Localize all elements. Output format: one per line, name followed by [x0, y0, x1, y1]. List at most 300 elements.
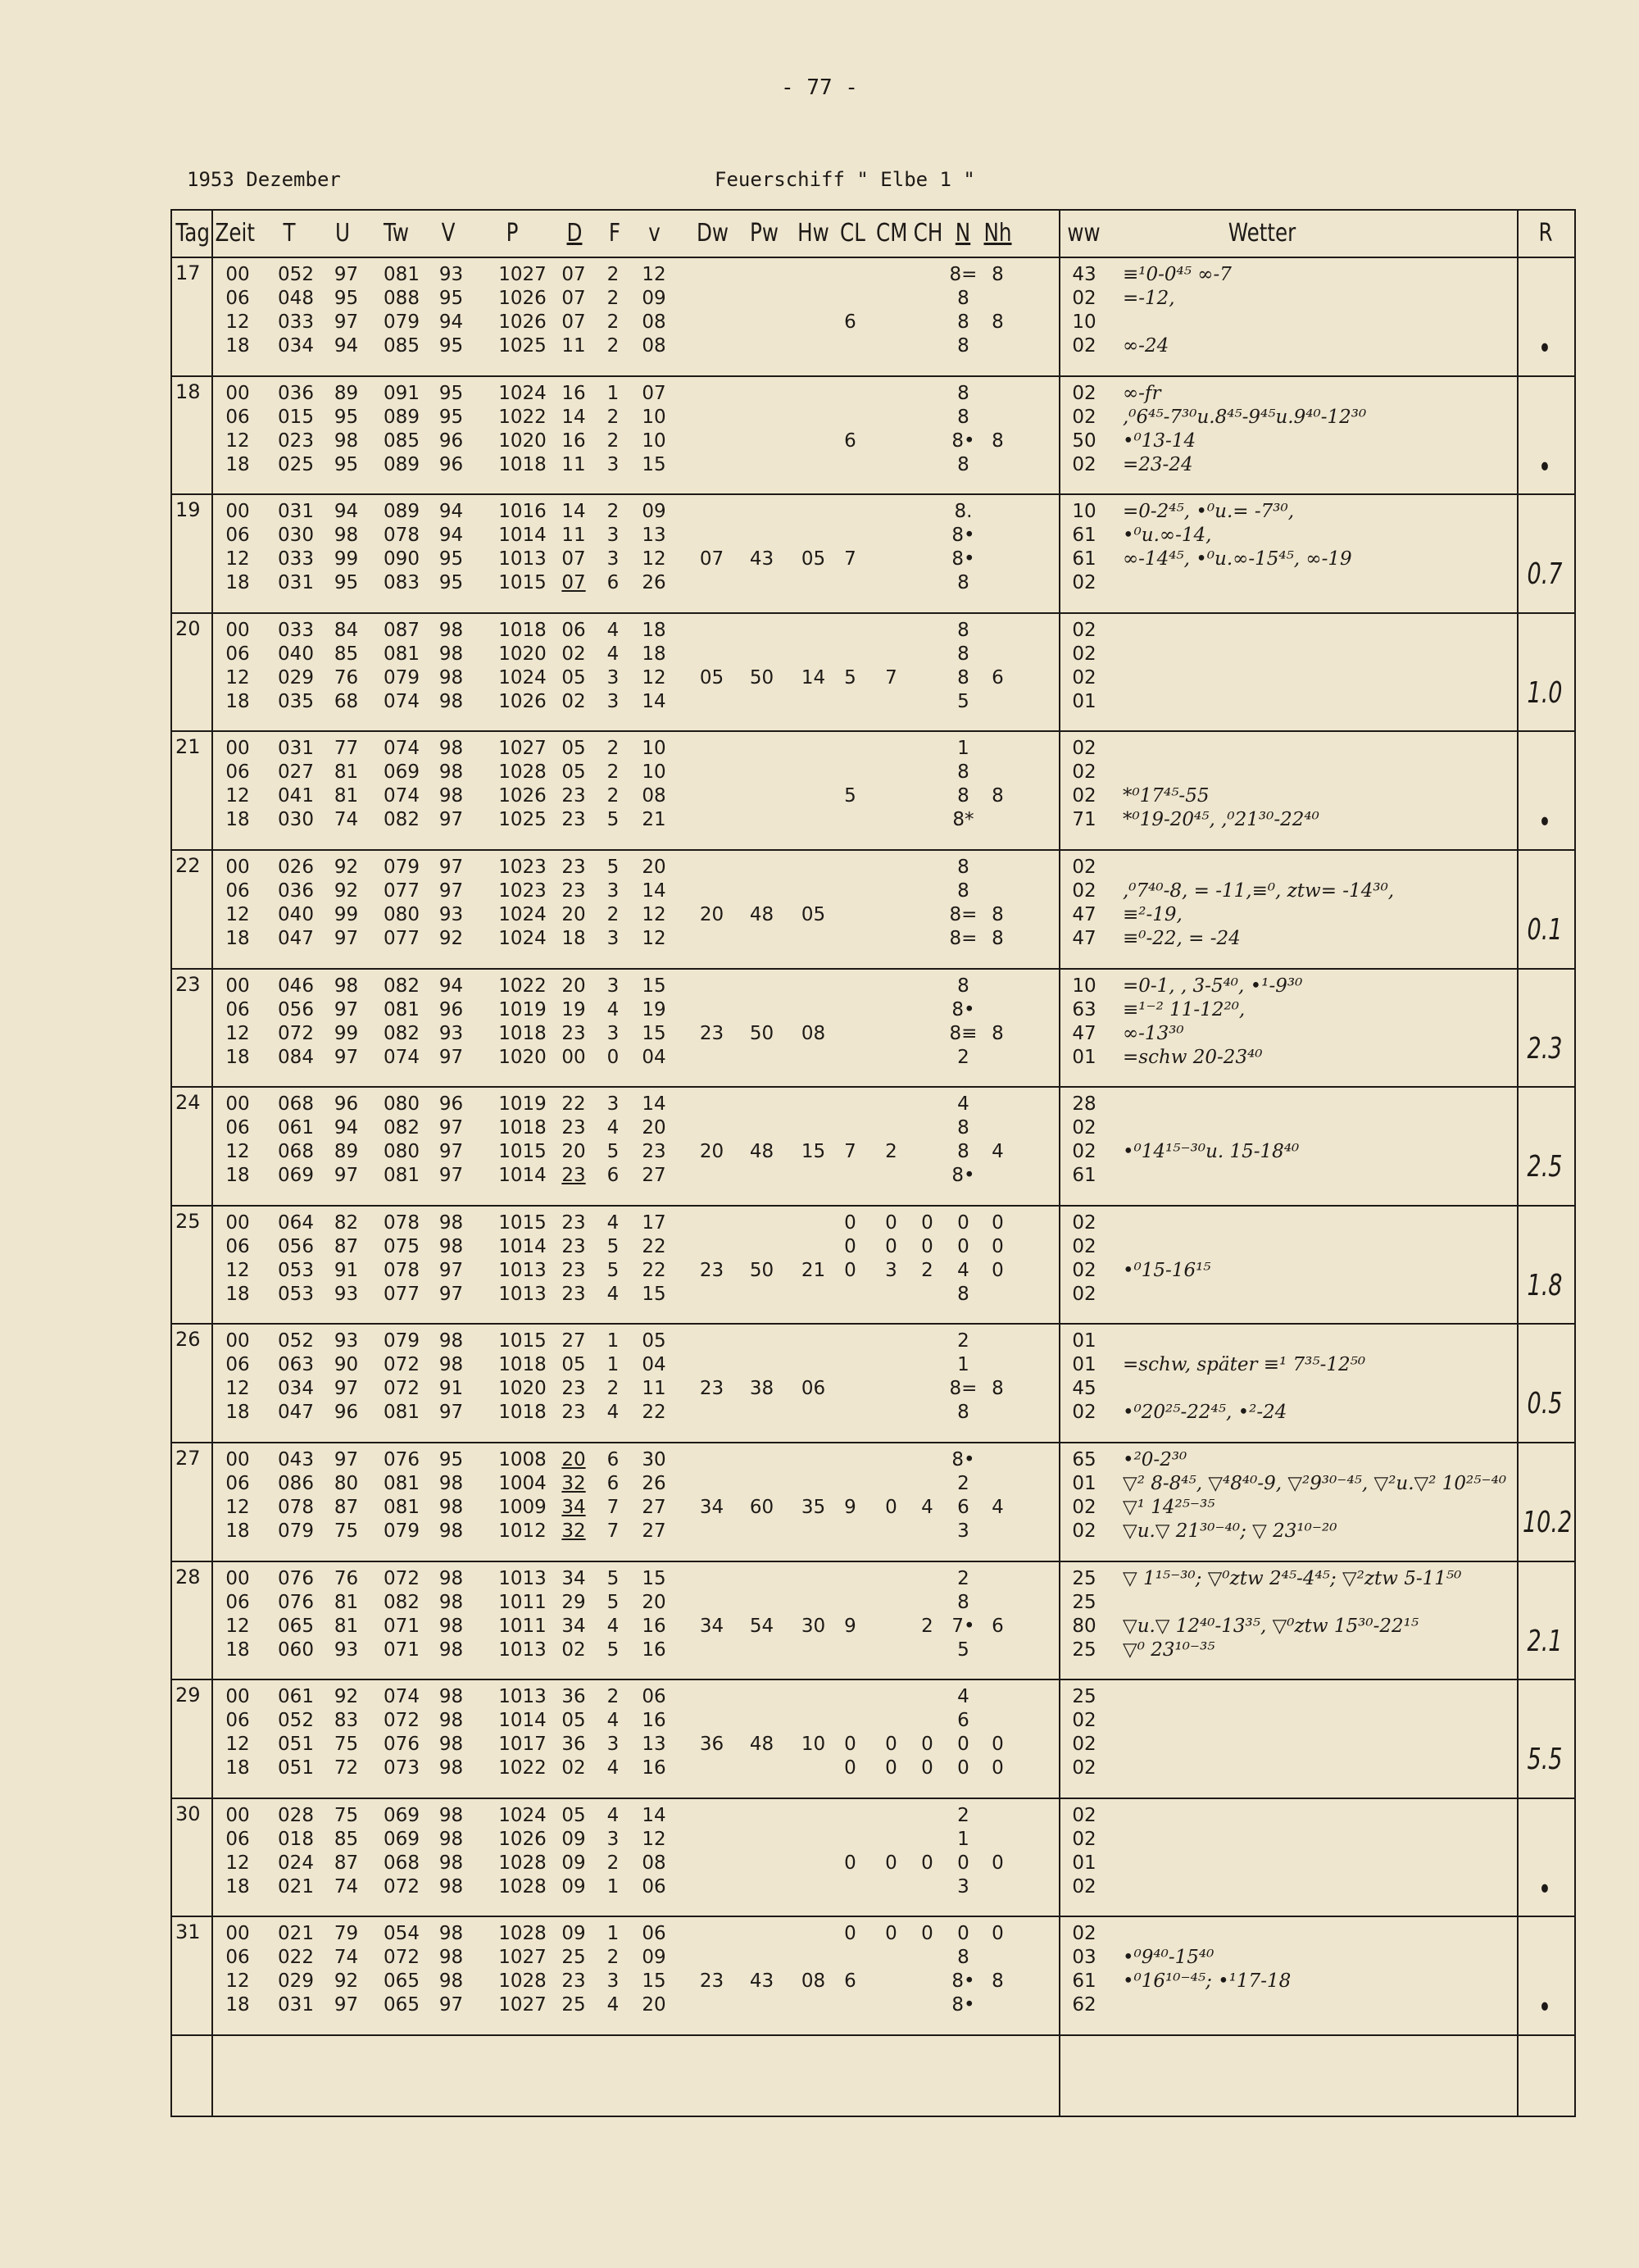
- table-cell: 072: [384, 1875, 420, 1898]
- wetter-note: ▽² 8-8⁴⁵, ▽⁴8⁴⁰-9, ▽²9³⁰⁻⁴⁵, ▽²u.▽² 10²⁵⁻⁴⁰: [1123, 1473, 1507, 1494]
- table-cell: 18: [225, 335, 250, 357]
- table-cell: 00: [225, 501, 250, 523]
- table-cell: 06: [225, 998, 250, 1020]
- table-cell: 081: [384, 264, 420, 285]
- table-cell: 1013: [498, 548, 547, 570]
- table-cell: 8•: [951, 1449, 975, 1470]
- table-cell: 1012: [498, 1520, 547, 1542]
- table-cell: 8: [957, 311, 969, 333]
- table-cell: 14: [801, 666, 826, 689]
- table-cell: 4: [606, 1994, 620, 2016]
- table-cell: 18: [225, 1520, 250, 1542]
- table-cell: 94: [438, 525, 464, 547]
- table-cell: 8: [957, 975, 969, 997]
- table-cell: 61: [1072, 548, 1096, 570]
- table-cell: 26: [642, 1473, 666, 1494]
- wetter-note: ▽u.▽ 21³⁰⁻⁴⁰; ▽ 23¹⁰⁻²⁰: [1123, 1520, 1337, 1542]
- table-cell: 48: [749, 1734, 774, 1756]
- table-cell: 8: [957, 643, 969, 665]
- table-cell: 080: [384, 1141, 420, 1163]
- table-cell: 1017: [498, 1734, 547, 1756]
- table-cell: 35: [801, 1497, 826, 1518]
- table-cell: 015: [278, 406, 314, 428]
- table-cell: 8•: [951, 430, 975, 452]
- table-cell: 080: [384, 904, 420, 925]
- table-cell: 0: [844, 1923, 856, 1945]
- table-cell: 97: [438, 1402, 464, 1424]
- table-cell: 02: [1072, 857, 1096, 878]
- table-cell: 6: [844, 1970, 856, 1993]
- table-cell: 96: [438, 998, 464, 1020]
- table-cell: 8: [957, 453, 969, 475]
- table-cell: 18: [225, 1757, 250, 1779]
- table-cell: 02: [1072, 666, 1096, 689]
- table-cell: 021: [278, 1875, 314, 1898]
- table-cell: 033: [278, 311, 314, 333]
- table-cell: 1: [606, 1330, 620, 1352]
- table-cell: 95: [438, 1449, 464, 1470]
- table-cell: 031: [278, 1994, 314, 2016]
- table-cell: 14: [642, 690, 666, 712]
- col-head-p: P: [506, 219, 519, 248]
- table-cell: 091: [384, 382, 420, 404]
- table-cell: 8•: [951, 1994, 975, 2016]
- col-head-zeit: Zeit: [215, 219, 255, 248]
- table-cell: 1018: [498, 1022, 547, 1044]
- table-cell: 98: [438, 690, 464, 712]
- wetter-note: •⁰13-14: [1123, 430, 1196, 452]
- table-cell: 12: [225, 1970, 250, 1993]
- table-cell: 18: [225, 928, 250, 949]
- table-cell: 034: [278, 1378, 314, 1400]
- table-cell: 1016: [498, 501, 547, 523]
- table-cell: 8: [957, 761, 969, 784]
- table-cell: 9: [844, 1615, 856, 1637]
- table-cell: 8: [957, 619, 969, 641]
- table-cell: 5: [606, 1591, 620, 1613]
- wetter-note: =schw, später ≡¹ 7³⁵-12⁵⁰: [1123, 1354, 1366, 1376]
- table-cell: 12: [225, 1497, 250, 1518]
- table-cell: 89: [334, 382, 359, 404]
- table-cell: 5: [957, 690, 969, 712]
- table-cell: 3: [606, 453, 620, 475]
- table-cell: 61: [1072, 1970, 1096, 1993]
- table-cell: 83: [334, 1710, 359, 1732]
- table-cell: 1025: [498, 809, 547, 831]
- wetter-note: ,⁰7⁴⁰-8, = -11,≡⁰, ztw= -14³⁰,: [1123, 880, 1395, 902]
- table-cell: 1026: [498, 690, 547, 712]
- table-cell: 1: [957, 738, 969, 760]
- table-cell: 15: [642, 1022, 666, 1044]
- table-cell: 071: [384, 1639, 420, 1661]
- day-block: [172, 493, 1574, 611]
- table-cell: 18: [225, 572, 250, 594]
- precipitation-total: 0.7: [1527, 557, 1563, 592]
- table-cell: 052: [278, 1710, 314, 1732]
- table-cell: 43: [1072, 264, 1096, 285]
- table-cell: 1028: [498, 1875, 547, 1898]
- table-cell: 2: [606, 264, 620, 285]
- table-cell: 10: [642, 761, 666, 784]
- day-number: 19: [175, 498, 201, 522]
- table-cell: 4: [606, 1117, 620, 1139]
- table-cell: 090: [384, 548, 420, 570]
- table-cell: 072: [384, 1710, 420, 1732]
- table-cell: 97: [438, 1165, 464, 1187]
- table-cell: 47: [1072, 904, 1096, 925]
- table-cell: 08: [642, 311, 666, 333]
- table-cell: 8=: [949, 928, 978, 949]
- table-cell: 96: [334, 1402, 359, 1424]
- table-cell: 18: [225, 1402, 250, 1424]
- table-cell: 11: [561, 335, 586, 357]
- table-cell: 12: [225, 430, 250, 452]
- table-cell: 99: [334, 548, 359, 570]
- table-cell: 078: [384, 1259, 420, 1281]
- table-cell: 12: [225, 311, 250, 333]
- table-cell: 98: [438, 1734, 464, 1756]
- table-cell: 1024: [498, 904, 547, 925]
- table-cell: 10: [801, 1734, 826, 1756]
- table-cell: 041: [278, 785, 314, 807]
- table-cell: 1011: [498, 1615, 547, 1637]
- table-cell: 8•: [951, 998, 975, 1020]
- table-cell: 29: [561, 1591, 586, 1613]
- table-cell: 10: [1072, 311, 1096, 333]
- table-cell: 1013: [498, 1686, 547, 1708]
- table-cell: 02: [1072, 1757, 1096, 1779]
- table-cell: 0: [921, 1211, 933, 1234]
- col-head-cm: CM: [876, 219, 908, 248]
- table-cell: 14: [561, 501, 586, 523]
- table-cell: 8.: [954, 501, 973, 523]
- table-cell: 12: [225, 548, 250, 570]
- day-number: 31: [175, 1920, 201, 1944]
- table-cell: 074: [384, 690, 420, 712]
- wetter-note: =0-2⁴⁵, •⁰u.= -7³⁰,: [1123, 501, 1295, 523]
- table-cell: 23: [699, 1259, 724, 1281]
- table-cell: 02: [1072, 1923, 1096, 1945]
- table-cell: 069: [278, 1165, 314, 1187]
- table-cell: 06: [225, 525, 250, 547]
- table-cell: 076: [384, 1449, 420, 1470]
- table-cell: 2: [957, 1330, 969, 1352]
- table-cell: 12: [225, 1734, 250, 1756]
- table-cell: 94: [334, 501, 359, 523]
- table-cell: 0: [957, 1852, 969, 1874]
- table-cell: 02: [1072, 453, 1096, 475]
- table-cell: 12: [642, 928, 666, 949]
- table-cell: 053: [278, 1283, 314, 1305]
- table-cell: 75: [334, 1520, 359, 1542]
- table-cell: 36: [699, 1734, 724, 1756]
- table-cell: 8: [957, 880, 969, 902]
- table-cell: 2: [606, 1378, 620, 1400]
- table-cell: 63: [1072, 998, 1096, 1020]
- table-cell: 75: [334, 1804, 359, 1826]
- table-cell: 022: [278, 1947, 314, 1969]
- table-cell: 3: [606, 666, 620, 689]
- day-number: 18: [175, 380, 201, 403]
- table-cell: 8: [957, 335, 969, 357]
- table-cell: 1024: [498, 666, 547, 689]
- wetter-note: =0-1, , 3-5⁴⁰, •¹-9³⁰: [1123, 975, 1303, 997]
- table-cell: 80: [1072, 1615, 1096, 1637]
- table-cell: 053: [278, 1259, 314, 1281]
- table-cell: 5: [606, 1141, 620, 1163]
- table-cell: 3: [606, 1828, 620, 1850]
- table-cell: 5: [606, 1259, 620, 1281]
- table-cell: 074: [384, 1046, 420, 1068]
- table-cell: 076: [384, 1734, 420, 1756]
- table-cell: 4: [606, 1804, 620, 1826]
- table-cell: 95: [334, 288, 359, 309]
- table-cell: 06: [561, 619, 586, 641]
- table-cell: 50: [749, 666, 774, 689]
- table-cell: 98: [438, 1473, 464, 1494]
- table-cell: 97: [438, 1994, 464, 2016]
- table-cell: 11: [561, 525, 586, 547]
- table-cell: 98: [438, 1947, 464, 1969]
- table-cell: 1023: [498, 857, 547, 878]
- table-cell: 98: [438, 1923, 464, 1945]
- table-cell: 02: [561, 1639, 586, 1661]
- table-cell: 98: [438, 785, 464, 807]
- table-cell: 2: [606, 406, 620, 428]
- table-cell: 02: [1072, 1259, 1096, 1281]
- table-cell: 22: [561, 1093, 586, 1116]
- table-cell: 20: [699, 904, 724, 925]
- table-cell: 98: [334, 525, 359, 547]
- table-cell: 84: [334, 619, 359, 641]
- table-cell: 1011: [498, 1591, 547, 1613]
- table-cell: 047: [278, 928, 314, 949]
- day-block: [172, 1205, 1574, 1323]
- table-cell: 17: [642, 1211, 666, 1234]
- table-cell: 8: [992, 1378, 1004, 1400]
- table-cell: 081: [384, 1473, 420, 1494]
- table-cell: 033: [278, 619, 314, 641]
- table-cell: 8: [992, 1970, 1004, 1993]
- table-cell: 01: [1072, 1330, 1096, 1352]
- table-cell: 1013: [498, 1639, 547, 1661]
- table-cell: 96: [334, 1093, 359, 1116]
- table-cell: 4: [606, 1211, 620, 1234]
- table-cell: 77: [334, 738, 359, 760]
- table-cell: 97: [438, 1283, 464, 1305]
- table-cell: 62: [1072, 1994, 1096, 2016]
- precipitation-total: 10.2: [1523, 1506, 1573, 1539]
- table-cell: 02: [1072, 572, 1096, 594]
- table-cell: 031: [278, 738, 314, 760]
- table-cell: 92: [334, 880, 359, 902]
- wetter-note: •⁰20²⁵-22⁴⁵, •²-24: [1123, 1402, 1287, 1424]
- table-cell: 2: [957, 1567, 969, 1589]
- table-cell: 94: [438, 501, 464, 523]
- table-cell: 02: [1072, 1497, 1096, 1518]
- table-cell: 065: [278, 1615, 314, 1637]
- table-cell: 2: [606, 785, 620, 807]
- table-cell: 82: [334, 1211, 359, 1234]
- table-cell: 02: [1072, 761, 1096, 784]
- table-cell: 23: [561, 1211, 586, 1234]
- table-cell: 48: [749, 1141, 774, 1163]
- table-cell: 0: [844, 1852, 856, 1874]
- table-cell: 6: [844, 430, 856, 452]
- table-cell: 4: [606, 1283, 620, 1305]
- table-cell: 98: [438, 1875, 464, 1898]
- table-cell: 00: [225, 1211, 250, 1234]
- table-cell: 1014: [498, 1165, 547, 1187]
- table-cell: 08: [642, 1852, 666, 1874]
- col-head-pw: Pw: [750, 219, 779, 248]
- table-cell: 1024: [498, 382, 547, 404]
- table-cell: 027: [278, 761, 314, 784]
- table-cell: 1018: [498, 1117, 547, 1139]
- table-cell: 086: [278, 1473, 314, 1494]
- table-cell: 0: [957, 1923, 969, 1945]
- table-cell: 4: [606, 1757, 620, 1779]
- table-cell: 68: [334, 690, 359, 712]
- table-cell: 052: [278, 1330, 314, 1352]
- table-cell: 089: [384, 406, 420, 428]
- table-cell: 1: [606, 382, 620, 404]
- table-cell: 91: [438, 1378, 464, 1400]
- table-cell: 0: [992, 1923, 1004, 1945]
- table-cell: 081: [384, 998, 420, 1020]
- table-cell: 8=: [949, 904, 978, 925]
- table-cell: 97: [438, 857, 464, 878]
- table-cell: 1020: [498, 1046, 547, 1068]
- table-cell: 08: [801, 1022, 826, 1044]
- table-cell: 1022: [498, 975, 547, 997]
- table-cell: 0: [957, 1211, 969, 1234]
- table-cell: 18: [561, 928, 586, 949]
- table-cell: 8: [957, 1402, 969, 1424]
- table-cell: 078: [384, 525, 420, 547]
- table-cell: 54: [749, 1615, 774, 1637]
- table-cell: 34: [699, 1497, 724, 1518]
- table-cell: 0: [992, 1211, 1004, 1234]
- table-cell: 10: [1072, 975, 1096, 997]
- wetter-note: ∞-fr: [1123, 382, 1161, 404]
- table-cell: 4: [957, 1259, 969, 1281]
- table-cell: 98: [438, 1330, 464, 1352]
- table-cell: 02: [1072, 406, 1096, 428]
- table-cell: 02: [1072, 335, 1096, 357]
- table-cell: 15: [642, 975, 666, 997]
- table-cell: 48: [749, 904, 774, 925]
- table-cell: 92: [334, 857, 359, 878]
- table-cell: 0: [885, 1923, 897, 1945]
- table-cell: 99: [334, 904, 359, 925]
- table-cell: 81: [334, 1615, 359, 1637]
- table-cell: 00: [225, 738, 250, 760]
- table-cell: 1026: [498, 288, 547, 309]
- table-cell: 0: [992, 1734, 1004, 1756]
- table-cell: 043: [278, 1449, 314, 1470]
- table-cell: 16: [561, 430, 586, 452]
- day-number: 21: [175, 735, 201, 759]
- table-cell: 1018: [498, 619, 547, 641]
- table-cell: 08: [642, 335, 666, 357]
- table-cell: 031: [278, 572, 314, 594]
- table-cell: 029: [278, 1970, 314, 1993]
- table-cell: 8: [992, 264, 1004, 285]
- table-cell: 30: [801, 1615, 826, 1637]
- table-cell: 075: [384, 1235, 420, 1257]
- table-cell: 99: [334, 1022, 359, 1044]
- table-cell: 23: [561, 809, 586, 831]
- table-cell: 082: [384, 1022, 420, 1044]
- table-cell: 076: [278, 1591, 314, 1613]
- table-cell: 3: [606, 1970, 620, 1993]
- wetter-note: ≡¹⁻² 11-12²⁰,: [1123, 998, 1246, 1020]
- table-cell: 035: [278, 690, 314, 712]
- table-cell: 18: [642, 643, 666, 665]
- table-cell: 6: [606, 572, 620, 594]
- table-cell: 20: [642, 1591, 666, 1613]
- table-cell: 073: [384, 1757, 420, 1779]
- table-cell: 025: [278, 453, 314, 475]
- table-cell: 06: [225, 1117, 250, 1139]
- table-cell: 065: [384, 1994, 420, 2016]
- table-cell: 50: [749, 1022, 774, 1044]
- table-cell: 06: [225, 1235, 250, 1257]
- table-cell: 87: [334, 1852, 359, 1874]
- table-cell: 5: [606, 1639, 620, 1661]
- table-cell: 34: [561, 1615, 586, 1637]
- table-cell: 02: [1072, 785, 1096, 807]
- table-cell: 068: [278, 1093, 314, 1116]
- table-cell: 074: [384, 1686, 420, 1708]
- table-cell: 12: [642, 666, 666, 689]
- table-cell: 8: [957, 785, 969, 807]
- col-head-wetter: Wetter: [1228, 219, 1296, 248]
- table-cell: 27: [642, 1497, 666, 1518]
- table-cell: 06: [225, 1591, 250, 1613]
- table-cell: 1013: [498, 1283, 547, 1305]
- day-block: [172, 612, 1574, 730]
- table-cell: 32: [561, 1473, 586, 1494]
- table-cell: 1: [606, 1354, 620, 1376]
- wetter-note: *⁰17⁴⁵-55: [1123, 785, 1210, 807]
- table-cell: 1013: [498, 1567, 547, 1589]
- table-cell: 03: [1072, 1947, 1096, 1969]
- table-cell: 98: [438, 666, 464, 689]
- table-cell: 079: [384, 666, 420, 689]
- table-cell: 02: [1072, 1520, 1096, 1542]
- table-cell: 02: [1072, 1235, 1096, 1257]
- table-cell: 01: [1072, 1852, 1096, 1874]
- table-cell: 11: [642, 1378, 666, 1400]
- table-cell: 02: [1072, 1141, 1096, 1163]
- table-cell: 5: [606, 857, 620, 878]
- table-cell: 0: [885, 1211, 897, 1234]
- table-cell: 3: [606, 548, 620, 570]
- wetter-note: ,⁰6⁴⁵-7³⁰u.8⁴⁵-9⁴⁵u.9⁴⁰-12³⁰: [1123, 406, 1367, 428]
- day-block: [172, 849, 1574, 967]
- table-cell: 97: [438, 1046, 464, 1068]
- table-cell: 7: [606, 1520, 620, 1542]
- table-cell: 98: [438, 1970, 464, 1993]
- table-cell: 12: [642, 548, 666, 570]
- table-cell: 16: [642, 1615, 666, 1637]
- table-cell: 8: [957, 1141, 969, 1163]
- table-cell: 1028: [498, 1923, 547, 1945]
- table-cell: 1008: [498, 1449, 547, 1470]
- table-cell: 92: [438, 928, 464, 949]
